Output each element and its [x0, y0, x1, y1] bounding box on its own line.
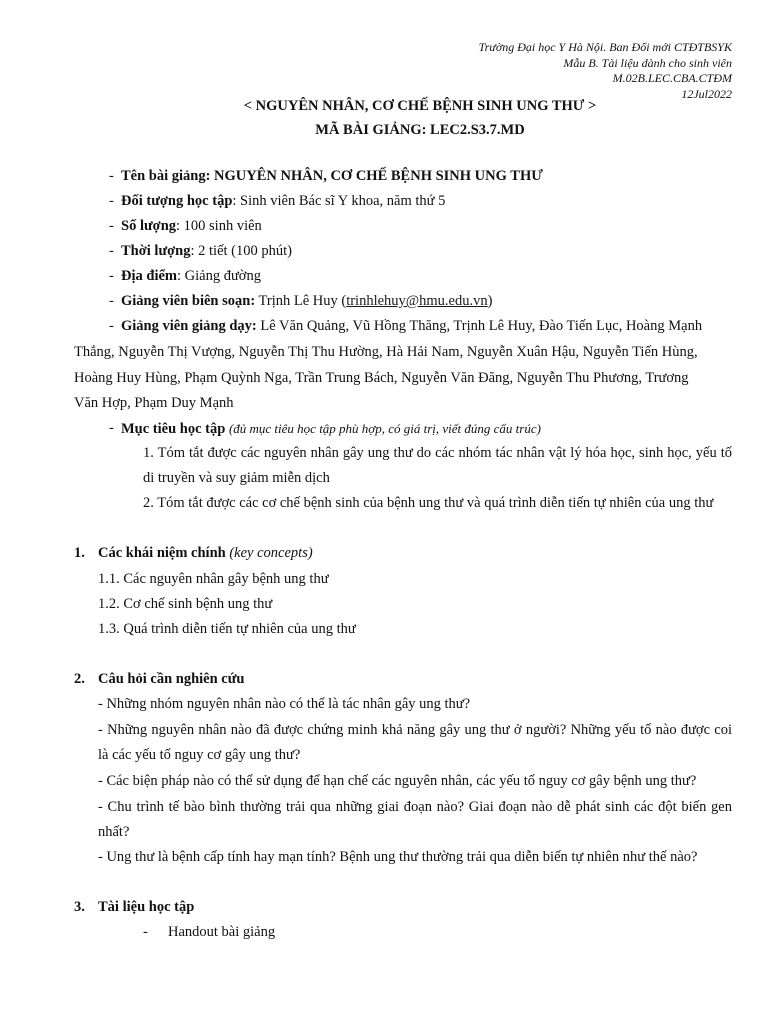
lecturers-line-4: Văn Hợp, Phạm Duy Mạnh: [74, 395, 234, 411]
author-label: Giảng viên biên soạn:: [121, 293, 256, 309]
audience-label: Đối tượng học tập: [121, 193, 233, 209]
concept-item: 1.3. Quá trình diễn tiến tự nhiên của ung thư: [98, 621, 356, 637]
location-label: Địa điểm: [121, 268, 177, 284]
header-form-code: M.02B.LEC.CBA.CTĐM: [612, 71, 732, 85]
location-value: : Giảng đường: [176, 268, 261, 284]
lecturers-line-1: Lê Văn Quảng, Vũ Hồng Thăng, Trịnh Lê Huy, Đào Tiến Lục, Hoàng Mạnh: [256, 318, 703, 334]
research-question: - Chu trình tế bào bình thường trải qua những giai đoạn nào? Giai đoạn nào dễ phát sinh các đột biến gen nhất?: [98, 799, 732, 840]
lecture-name-text: Tên bài giảng: NGUYÊN NHÂN, CƠ CHẾ BỆNH SINH UNG THƯ: [121, 168, 543, 184]
document-page: Trường Đại học Y Hà Nội. Ban Đổi mới CTĐTBSYK Mẫu B. Tài liệu dành cho sinh viên M.02B.LEC.CBA.CTĐM 12Jul2022 < NGUYÊN NHÂN, CƠ CHẾ BỆNH SINH UNG THƯ > MÃ BÀI GIẢNG: LEC2.S3.7.MD - Tên bài giảng: NGUYÊN NHÂN, CƠ CHẾ BỆNH SINH UNG THƯ - Đối tượng học tập: Sinh viên Bác sĩ Y khoa, năm thứ 5 - Số lượng: 100 sinh viên - Thời lượng: 2 tiết (100 phút) - Địa điểm: Giảng đường - Giảng viên biên soạn: Trịnh Lê Huy (trinhlehuy@hmu.edu.vn) - Giảng viên giảng dạy: Lê Văn Quảng, Vũ Hồng Thăng, Trịnh Lê Huy, Đào Tiến Lục, Hoàng Mạnh Thắng, Nguyễn Thị Vượng, Nguyễn Thị Thu Hường, Hà Hải Nam, Nguyễn Xuân Hậu, Nguyễn Tiến Hùng, Hoàng Huy Hùng, Phạm Quỳnh Nga, Trần Trung Bách, Nguyễn Văn Đăng, Nguyễn Thu Phương, Trương Văn Hợp, Phạm Duy Mạnh - Mục tiêu học tập (đủ mục tiêu học tập phù hợp, có giá trị, viết đúng cấu trúc) 1. Tóm tắt được các nguyên nhân gây ung thư do các nhóm tác nhân vật lý hóa học, sinh học, yếu tố di truyền và suy giảm miễn dịch 2. Tóm tắt được các cơ chế bệnh sinh của bệnh ung thư và quá trình diễn tiến tự nhiên của ung thư 1. Các khái niệm chính (key concepts) 1.1. Các nguyên nhân gây bệnh ung thư 1.2. Cơ chế sinh bệnh ung thư 1.3. Quá trình diễn tiến tự nhiên của ung thư 2. Câu hỏi cần nghiên cứu - Những nhóm nguyên nhân nào có thể là tác nhân gây ung thư? - Những nguyên nhân nào đã được chứng minh khả năng gây ung thư ở người? Những yếu tố nào được coi là các yếu tố nguy cơ gây ung thư? - Các biện pháp nào có thể sử dụng để hạn chế các nguyên nhân, các yếu tố nguy cơ gây bệnh ung thư? - Chu trình tế bào bình thường trải qua những giai đoạn nào? Giai đoạn nào dễ phát sinh các đột biến gen nhất? - Ung thư là bệnh cấp tính hay mạn tính? Bệnh ung thư thường trải qua diễn biến tự nhiên như thế nào? 3. Tài liệu học tập - Handout bài giảng: [0, 0, 768, 1024]
quantity-label: Số lượng: [121, 218, 177, 234]
objective-2: 2. Tóm tắt được các cơ chế bệnh sinh của bệnh ung thư và quá trình diễn tiến tự nhiên của ung thư: [143, 495, 714, 511]
page-title: < NGUYÊN NHÂN, CƠ CHẾ BỆNH SINH UNG THƯ >: [243, 98, 597, 114]
audience-value: : Sinh viên Bác sĩ Y khoa, năm thứ 5: [232, 193, 446, 209]
objectives-note: (đủ mục tiêu học tập phù hợp, có giá trị, viết đúng cấu trúc): [228, 421, 541, 436]
objectives-label: Mục tiêu học tập: [121, 421, 226, 437]
header-form-type: Mẫu B. Tài liệu dành cho sinh viên: [563, 55, 732, 70]
objective-1: 1. Tóm tắt được các nguyên nhân gây ung thư do các nhóm tác nhân vật lý hóa học, sinh học, yếu tố di truyền và suy giảm miễn dịch: [143, 445, 732, 486]
duration-value: : 2 tiết (100 phút): [190, 243, 292, 259]
research-question: - Những nguyên nhân nào đã được chứng minh khả năng gây ung thư ở người? Những yếu tố nào được coi là các yếu tố nguy cơ gây ung thư?: [98, 722, 732, 763]
lecturers-label: Giảng viên giảng dạy:: [121, 318, 257, 334]
research-question: - Ung thư là bệnh cấp tính hay mạn tính? Bệnh ung thư thường trải qua diễn biến tự nhiên như thế nào?: [98, 849, 698, 865]
lecturers-line-2: Thắng, Nguyễn Thị Vượng, Nguyễn Thị Thu Hường, Hà Hải Nam, Nguyễn Xuân Hậu, Nguyễn Tiến Hùng,: [74, 344, 698, 360]
author-name: Trịnh Lê Huy (: [255, 293, 347, 309]
header-date: 12Jul2022: [681, 86, 732, 101]
research-question: - Những nhóm nguyên nhân nào có thể là tác nhân gây ung thư?: [98, 696, 471, 712]
lecturers-line-3: Hoàng Huy Hùng, Phạm Quỳnh Nga, Trần Trung Bách, Nguyễn Văn Đăng, Nguyễn Thu Phương, Trương: [74, 370, 689, 386]
concept-item: 1.1. Các nguyên nhân gây bệnh ung thư: [98, 571, 329, 587]
concept-item: 1.2. Cơ chế sinh bệnh ung thư: [98, 596, 273, 612]
quantity-value: : 100 sinh viên: [176, 218, 262, 234]
author-email-link[interactable]: trinhlehuy@hmu.edu.vn: [346, 293, 488, 309]
document-header: [479, 40, 732, 102]
header-institution: Trường Đại học Y Hà Nội. Ban Đổi mới CTĐTBSYK: [478, 40, 732, 54]
duration-label: Thời lượng: [121, 243, 191, 259]
research-question: - Các biện pháp nào có thể sử dụng để hạn chế các nguyên nhân, các yếu tố nguy cơ gây bệnh ung thư?: [98, 773, 697, 789]
lecture-code: MÃ BÀI GIẢNG: LEC2.S3.7.MD: [315, 122, 525, 138]
